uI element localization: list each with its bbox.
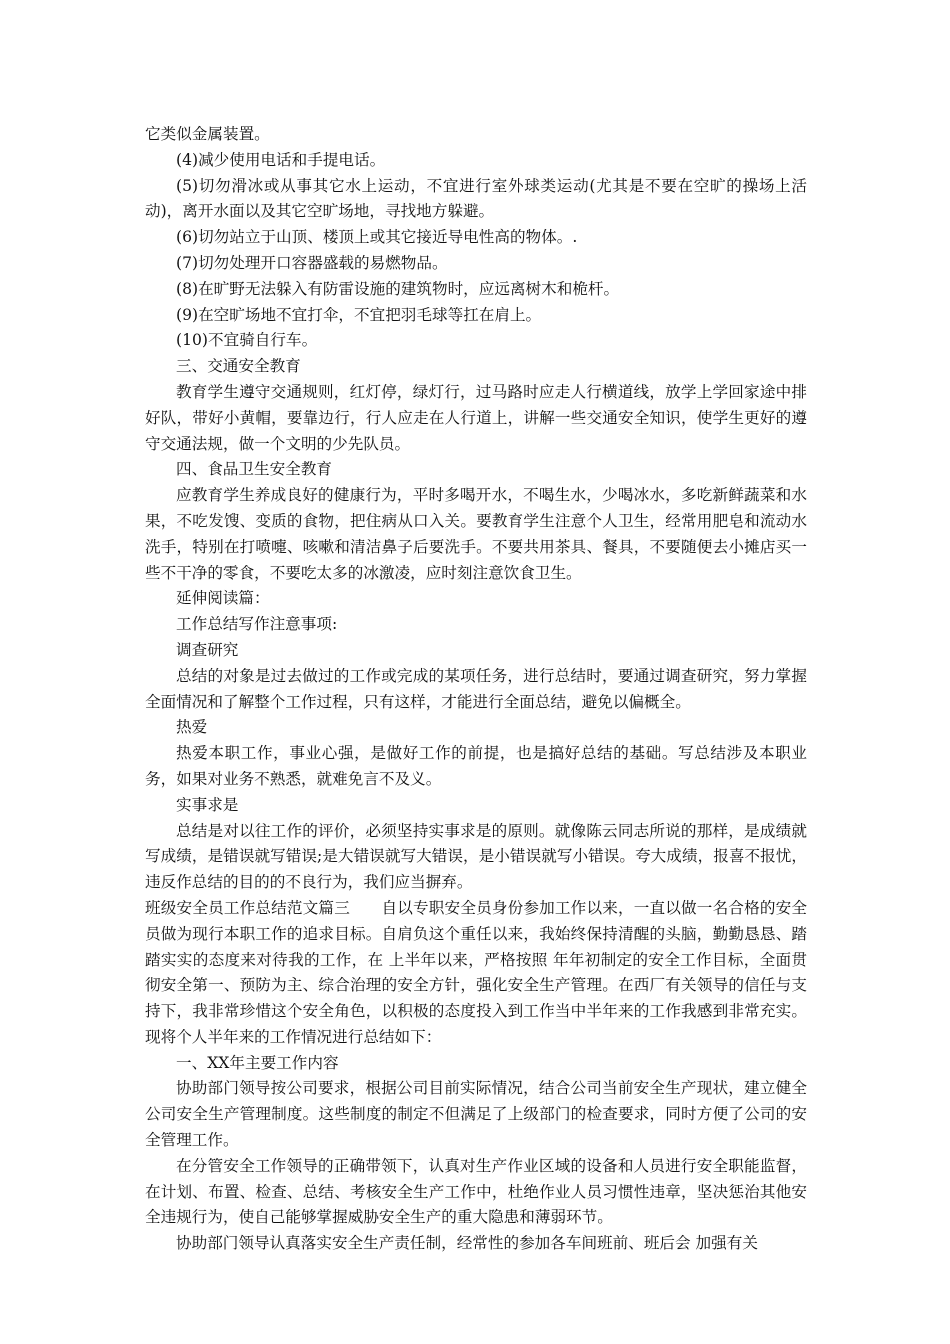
heading-extended-reading-text: 延伸阅读篇：	[176, 589, 270, 608]
paragraph-7	[145, 303, 807, 329]
section-heading-main-work	[145, 1051, 807, 1077]
paragraph-8-text: (10)不宜骑自行车。	[176, 331, 318, 350]
heading-summary-notes	[145, 612, 807, 638]
paragraph-24-text: 在分管安全工作领导的正确带领下，认真对生产作业区域的设备和人员进行安全职能监督，在计划、布置、检查、总结、考核安全生产工作中，杜绝作业人员习惯性违章，坚决惩治其他安全违规行为，使自己能够掌握威胁安全生产的重大隐患和薄弱环节。	[145, 1156, 807, 1227]
paragraph-5	[145, 251, 807, 277]
paragraph-4-text: (6)切勿站立于山顶、楼顶上或其它接近导电性高的物体。.	[176, 228, 578, 247]
paragraph-article-three-text: 班级安全员工作总结范文篇三 自以专职安全员身份参加工作以来，一直以做一名合格的安全员做为现行本职工作的追求目标。自肩负这个重任以来，我始终保持清醒的头脑，勤勤恳恳、踏踏实实的态度来对待我的工作，在 上半年以来，严格按照 年年初制定的安全工作目标，全面贯彻安全第一、预防为主、综合治理的安全方针，强化安全生产管理。在西厂有关领导的信任与支持下，我非常珍惜这个安全角色，以积极的态度投入到工作当中半年来的工作我感到非常充实。现将个人半年来的工作情况进行总结如下：	[145, 898, 807, 1046]
paragraph-4	[145, 225, 807, 251]
paragraph-8	[145, 328, 807, 354]
heading-truth-text: 实事求是	[176, 795, 239, 814]
paragraph-3-text: (5)切勿滑冰或从事其它水上运动，不宜进行室外球类运动(尤其是不要在空旷的操场上活动)，离开水面以及其它空旷场地，寻找地方躲避。	[145, 176, 807, 221]
heading-truth	[145, 793, 807, 819]
paragraph-23	[145, 1076, 807, 1153]
paragraph-2	[145, 148, 807, 174]
paragraph-6-text: (8)在旷野无法躲入有防雷设施的建筑物时，应远离树木和桅杆。	[176, 279, 620, 298]
paragraph-1	[145, 122, 807, 148]
paragraph-25-text: 协助部门领导认真落实安全生产责任制，经常性的参加各车间班前、班后会 加强有关	[176, 1234, 758, 1253]
heading-summary-notes-text: 工作总结写作注意事项:	[176, 615, 338, 634]
paragraph-12-text: 应教育学生养成良好的健康行为，平时多喝开水，不喝生水，少喝冰水，多吃新鲜蔬菜和水果，不吃发馊、变质的食物，把住病从口入关。要教育学生注意个人卫生，经常用肥皂和流动水洗手，特别在打喷嚏、咳嗽和清洁鼻子后要洗手。不要共用茶具、餐具，不要随便去小摊店买一些不干净的零食，不要吃太多的冰激凌，应时刻注意饮食卫生。	[145, 486, 807, 582]
section-heading-traffic-text: 三、交通安全教育	[176, 357, 301, 376]
paragraph-20-text: 总结是对以往工作的评价，必须坚持实事求是的原则。就像陈云同志所说的那样，是成绩就写成绩，是错误就写错误;是大错误就写大错误，是小错误就写小错误。夸大成绩，报喜不报忧，违反作总结的目的的不良行为，我们应当摒弃。	[145, 821, 807, 892]
paragraph-7-text: (9)在空旷场地不宜打伞，不宜把羽毛球等扛在肩上。	[176, 305, 542, 324]
heading-research-text: 调查研究	[176, 640, 239, 659]
heading-research	[145, 638, 807, 664]
section-heading-traffic	[145, 354, 807, 380]
section-heading-food	[145, 457, 807, 483]
paragraph-6	[145, 277, 807, 303]
paragraph-10-text: 教育学生遵守交通规则，红灯停，绿灯行，过马路时应走人行横道线，放学上学回家途中排好队，带好小黄帽，要靠边行，行人应走在人行道上，讲解一些交通安全知识，使学生更好的遵守交通法规，做一个文明的少先队员。	[145, 382, 807, 453]
section-heading-main-work-text: 一、XX年主要工作内容	[176, 1053, 339, 1072]
paragraph-16-text: 总结的对象是过去做过的工作或完成的某项任务，进行总结时，要通过调查研究，努力掌握全面情况和了解整个工作过程，只有这样，才能进行全面总结，避免以偏概全。	[145, 666, 807, 711]
paragraph-5-text: (7)切勿处理开口容器盛载的易燃物品。	[176, 253, 448, 272]
section-heading-food-text: 四、食品卫生安全教育	[176, 460, 332, 479]
paragraph-10	[145, 380, 807, 457]
paragraph-20	[145, 819, 807, 896]
paragraph-23-text: 协助部门领导按公司要求，根据公司目前实际情况，结合公司当前安全生产现状，建立健全公司安全生产管理制度。这些制度的制定不但满足了上级部门的检查要求，同时方便了公司的安全管理工作。	[145, 1079, 807, 1150]
paragraph-1-text: 它类似金属装置。	[145, 125, 270, 143]
paragraph-article-three	[145, 896, 807, 1051]
heading-extended-reading	[145, 586, 807, 612]
heading-passion-text: 热爱	[176, 718, 208, 737]
paragraph-3	[145, 174, 807, 226]
paragraph-18-text: 热爱本职工作，事业心强，是做好工作的前提，也是搞好总结的基础。写总结涉及本职业务，如果对业务不熟悉，就难免言不及义。	[145, 744, 807, 788]
paragraph-24	[145, 1154, 807, 1231]
document-page	[145, 122, 807, 1257]
heading-passion	[145, 715, 807, 741]
paragraph-25	[145, 1231, 807, 1257]
paragraph-2-text: (4)减少使用电话和手提电话。	[176, 150, 386, 169]
paragraph-12	[145, 483, 807, 586]
paragraph-16	[145, 664, 807, 716]
paragraph-18	[145, 741, 807, 793]
